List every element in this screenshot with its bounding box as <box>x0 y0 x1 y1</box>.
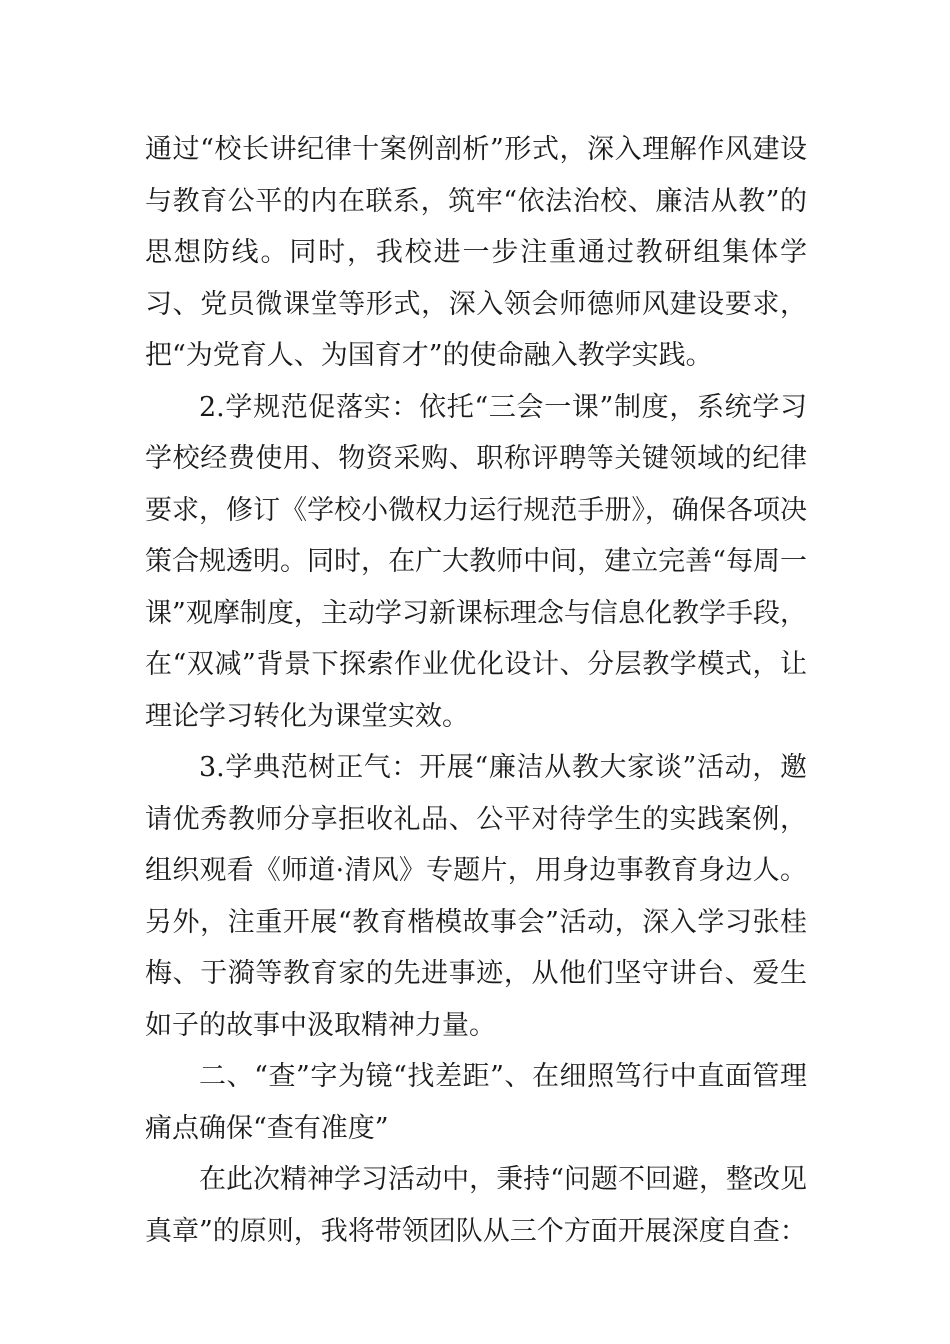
document-body <box>145 124 807 1257</box>
paragraph-item-2: 2.学规范促落实：依托“三会一课”制度，系统学习学校经费使用、物资采购、职称评聘等关键领域的纪律要求，修订《学校小微权力运行规范手册》，确保各项决策合规透明。同时，在广大教师中间，建立完善“每周一课”观摩制度，主动学习新课标理念与信息化教学手段，在“双减”背景下探索作业优化设计、分层教学模式，让理论学习转化为课堂实效。 <box>145 391 807 732</box>
paragraph-section-intro: 在此次精神学习活动中，秉持“问题不回避，整改见真章”的原则，我将带领团队从三个方面开展深度自查： <box>145 1164 807 1247</box>
paragraph-item-3: 3.学典范树正气：开展“廉洁从教大家谈”活动，邀请优秀教师分享拒收礼品、公平对待学生的实践案例，组织观看《师道·清风》专题片，用身边事教育身边人。另外，注重开展“教育楷模故事会”活动，深入学习张桂梅、于漪等教育家的先进事迹，从他们坚守讲台、爱生如子的故事中汲取精神力量。 <box>145 752 807 1041</box>
paragraph-continuation: 通过“校长讲纪律十案例剖析”形式，深入理解作风建设与教育公平的内在联系，筑牢“依法治校、廉洁从教”的思想防线。同时，我校进一步注重通过教研组集体学习、党员微课堂等形式，深入领会师德师风建设要求，把“为党育人、为国育才”的使命融入教学实践。 <box>145 134 807 371</box>
section-heading-2: 二、“查”字为镜“找差距”、在细照笃行中直面管理痛点确保“查有准度” <box>145 1061 807 1144</box>
